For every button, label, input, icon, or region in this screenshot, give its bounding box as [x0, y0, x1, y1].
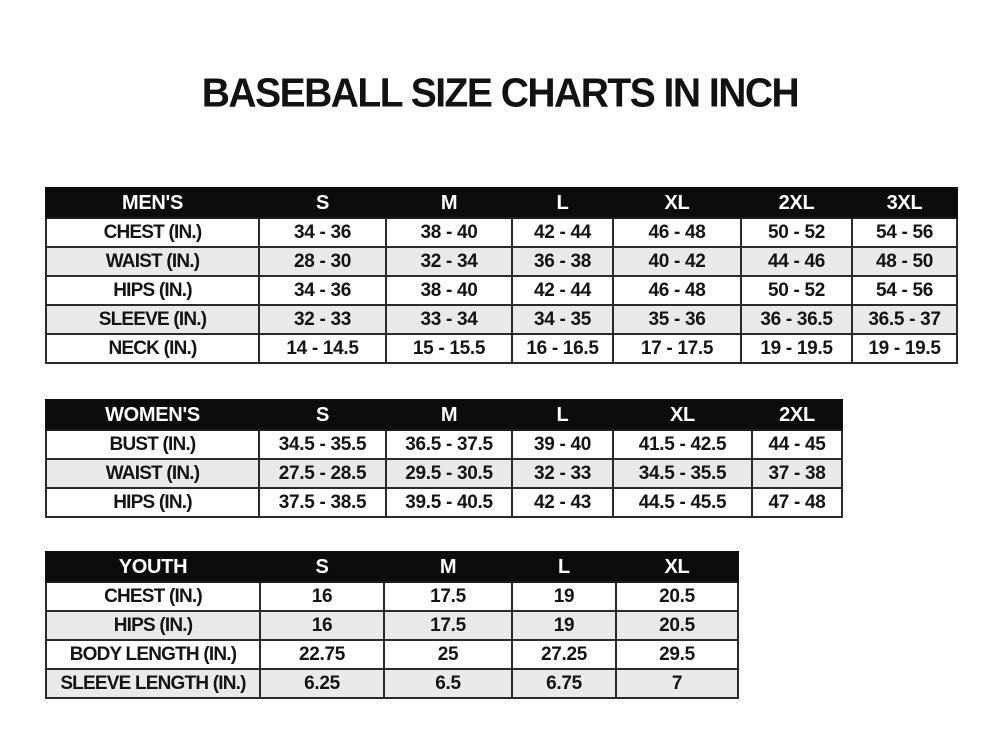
measurement-label-cell: CHEST (IN.): [46, 582, 260, 611]
size-value-cell: 32 - 33: [259, 305, 386, 334]
size-value-cell: 34 - 36: [259, 276, 386, 305]
measurement-label-cell: HIPS (IN.): [46, 488, 259, 517]
measurement-label-cell: BODY LENGTH (IN.): [46, 640, 260, 669]
size-value-cell: 36.5 - 37.5: [386, 430, 512, 459]
measurement-label-cell: CHEST (IN.): [46, 218, 259, 247]
size-column-header: L: [512, 400, 613, 430]
table-row: [46, 218, 957, 247]
size-value-cell: 34.5 - 35.5: [613, 459, 752, 488]
size-value-cell: 39 - 40: [512, 430, 613, 459]
womens-size-table: [45, 399, 843, 518]
size-value-cell: 54 - 56: [852, 276, 957, 305]
size-value-cell: 17.5: [384, 611, 512, 640]
size-value-cell: 27.25: [512, 640, 616, 669]
measurement-label-cell: SLEEVE LENGTH (IN.): [46, 669, 260, 698]
measurement-label-cell: SLEEVE (IN.): [46, 305, 259, 334]
table-row: [46, 582, 738, 611]
size-value-cell: 32 - 33: [512, 459, 613, 488]
size-value-cell: 34 - 36: [259, 218, 386, 247]
size-value-cell: 44 - 45: [752, 430, 842, 459]
size-value-cell: 44.5 - 45.5: [613, 488, 752, 517]
size-value-cell: 36 - 38: [512, 247, 613, 276]
table-row: [46, 305, 957, 334]
size-value-cell: 37 - 38: [752, 459, 842, 488]
size-column-header: M: [386, 400, 512, 430]
size-value-cell: 40 - 42: [613, 247, 741, 276]
size-column-header: M: [386, 188, 512, 218]
size-value-cell: 39.5 - 40.5: [386, 488, 512, 517]
group-header-cell: WOMEN'S: [46, 400, 259, 430]
table-row: [46, 334, 957, 363]
womens-header-row: [46, 400, 842, 430]
size-value-cell: 42 - 44: [512, 218, 613, 247]
size-column-header: 3XL: [852, 188, 957, 218]
size-column-header: 2XL: [752, 400, 842, 430]
size-column-header: S: [260, 552, 384, 582]
size-value-cell: 36 - 36.5: [741, 305, 852, 334]
size-value-cell: 19 - 19.5: [741, 334, 852, 363]
size-value-cell: 16 - 16.5: [512, 334, 613, 363]
size-value-cell: 16: [260, 582, 384, 611]
size-value-cell: 22.75: [260, 640, 384, 669]
mens-size-table: [45, 187, 958, 364]
size-value-cell: 46 - 48: [613, 276, 741, 305]
size-value-cell: 6.25: [260, 669, 384, 698]
size-value-cell: 47 - 48: [752, 488, 842, 517]
youth-size-table: [45, 551, 739, 699]
size-value-cell: 34.5 - 35.5: [259, 430, 386, 459]
size-value-cell: 17 - 17.5: [613, 334, 741, 363]
table-row: [46, 459, 842, 488]
size-column-header: XL: [613, 188, 741, 218]
size-value-cell: 17.5: [384, 582, 512, 611]
measurement-label-cell: NECK (IN.): [46, 334, 259, 363]
size-column-header: S: [259, 188, 386, 218]
size-value-cell: 48 - 50: [852, 247, 957, 276]
size-column-header: S: [259, 400, 386, 430]
size-value-cell: 29.5: [616, 640, 738, 669]
size-column-header: L: [512, 552, 616, 582]
size-value-cell: 46 - 48: [613, 218, 741, 247]
size-value-cell: 41.5 - 42.5: [613, 430, 752, 459]
size-value-cell: 19: [512, 611, 616, 640]
size-value-cell: 37.5 - 38.5: [259, 488, 386, 517]
size-value-cell: 20.5: [616, 582, 738, 611]
size-value-cell: 50 - 52: [741, 218, 852, 247]
size-value-cell: 16: [260, 611, 384, 640]
size-value-cell: 14 - 14.5: [259, 334, 386, 363]
size-value-cell: 35 - 36: [613, 305, 741, 334]
size-value-cell: 36.5 - 37: [852, 305, 957, 334]
table-row: [46, 669, 738, 698]
size-value-cell: 19: [512, 582, 616, 611]
measurement-label-cell: WAIST (IN.): [46, 459, 259, 488]
measurement-label-cell: HIPS (IN.): [46, 611, 260, 640]
size-column-header: M: [384, 552, 512, 582]
size-value-cell: 50 - 52: [741, 276, 852, 305]
size-value-cell: 42 - 43: [512, 488, 613, 517]
size-value-cell: 38 - 40: [386, 276, 512, 305]
size-value-cell: 28 - 30: [259, 247, 386, 276]
page-title: BASEBALL SIZE CHARTS IN INCH: [201, 70, 799, 117]
size-value-cell: 6.5: [384, 669, 512, 698]
group-header-cell: YOUTH: [46, 552, 260, 582]
size-value-cell: 19 - 19.5: [852, 334, 957, 363]
size-column-header: XL: [616, 552, 738, 582]
table-row: [46, 640, 738, 669]
size-value-cell: 54 - 56: [852, 218, 957, 247]
size-value-cell: 38 - 40: [386, 218, 512, 247]
size-value-cell: 34 - 35: [512, 305, 613, 334]
size-value-cell: 25: [384, 640, 512, 669]
size-column-header: L: [512, 188, 613, 218]
group-header-cell: MEN'S: [46, 188, 259, 218]
table-row: [46, 247, 957, 276]
measurement-label-cell: HIPS (IN.): [46, 276, 259, 305]
size-value-cell: 29.5 - 30.5: [386, 459, 512, 488]
size-value-cell: 42 - 44: [512, 276, 613, 305]
table-row: [46, 611, 738, 640]
size-column-header: XL: [613, 400, 752, 430]
size-value-cell: 33 - 34: [386, 305, 512, 334]
table-row: [46, 276, 957, 305]
size-value-cell: 44 - 46: [741, 247, 852, 276]
size-value-cell: 7: [616, 669, 738, 698]
size-column-header: 2XL: [741, 188, 852, 218]
table-row: [46, 430, 842, 459]
size-value-cell: 20.5: [616, 611, 738, 640]
size-value-cell: 32 - 34: [386, 247, 512, 276]
measurement-label-cell: WAIST (IN.): [46, 247, 259, 276]
table-row: [46, 488, 842, 517]
youth-header-row: [46, 552, 738, 582]
size-value-cell: 6.75: [512, 669, 616, 698]
measurement-label-cell: BUST (IN.): [46, 430, 259, 459]
size-value-cell: 15 - 15.5: [386, 334, 512, 363]
size-value-cell: 27.5 - 28.5: [259, 459, 386, 488]
mens-header-row: [46, 188, 957, 218]
